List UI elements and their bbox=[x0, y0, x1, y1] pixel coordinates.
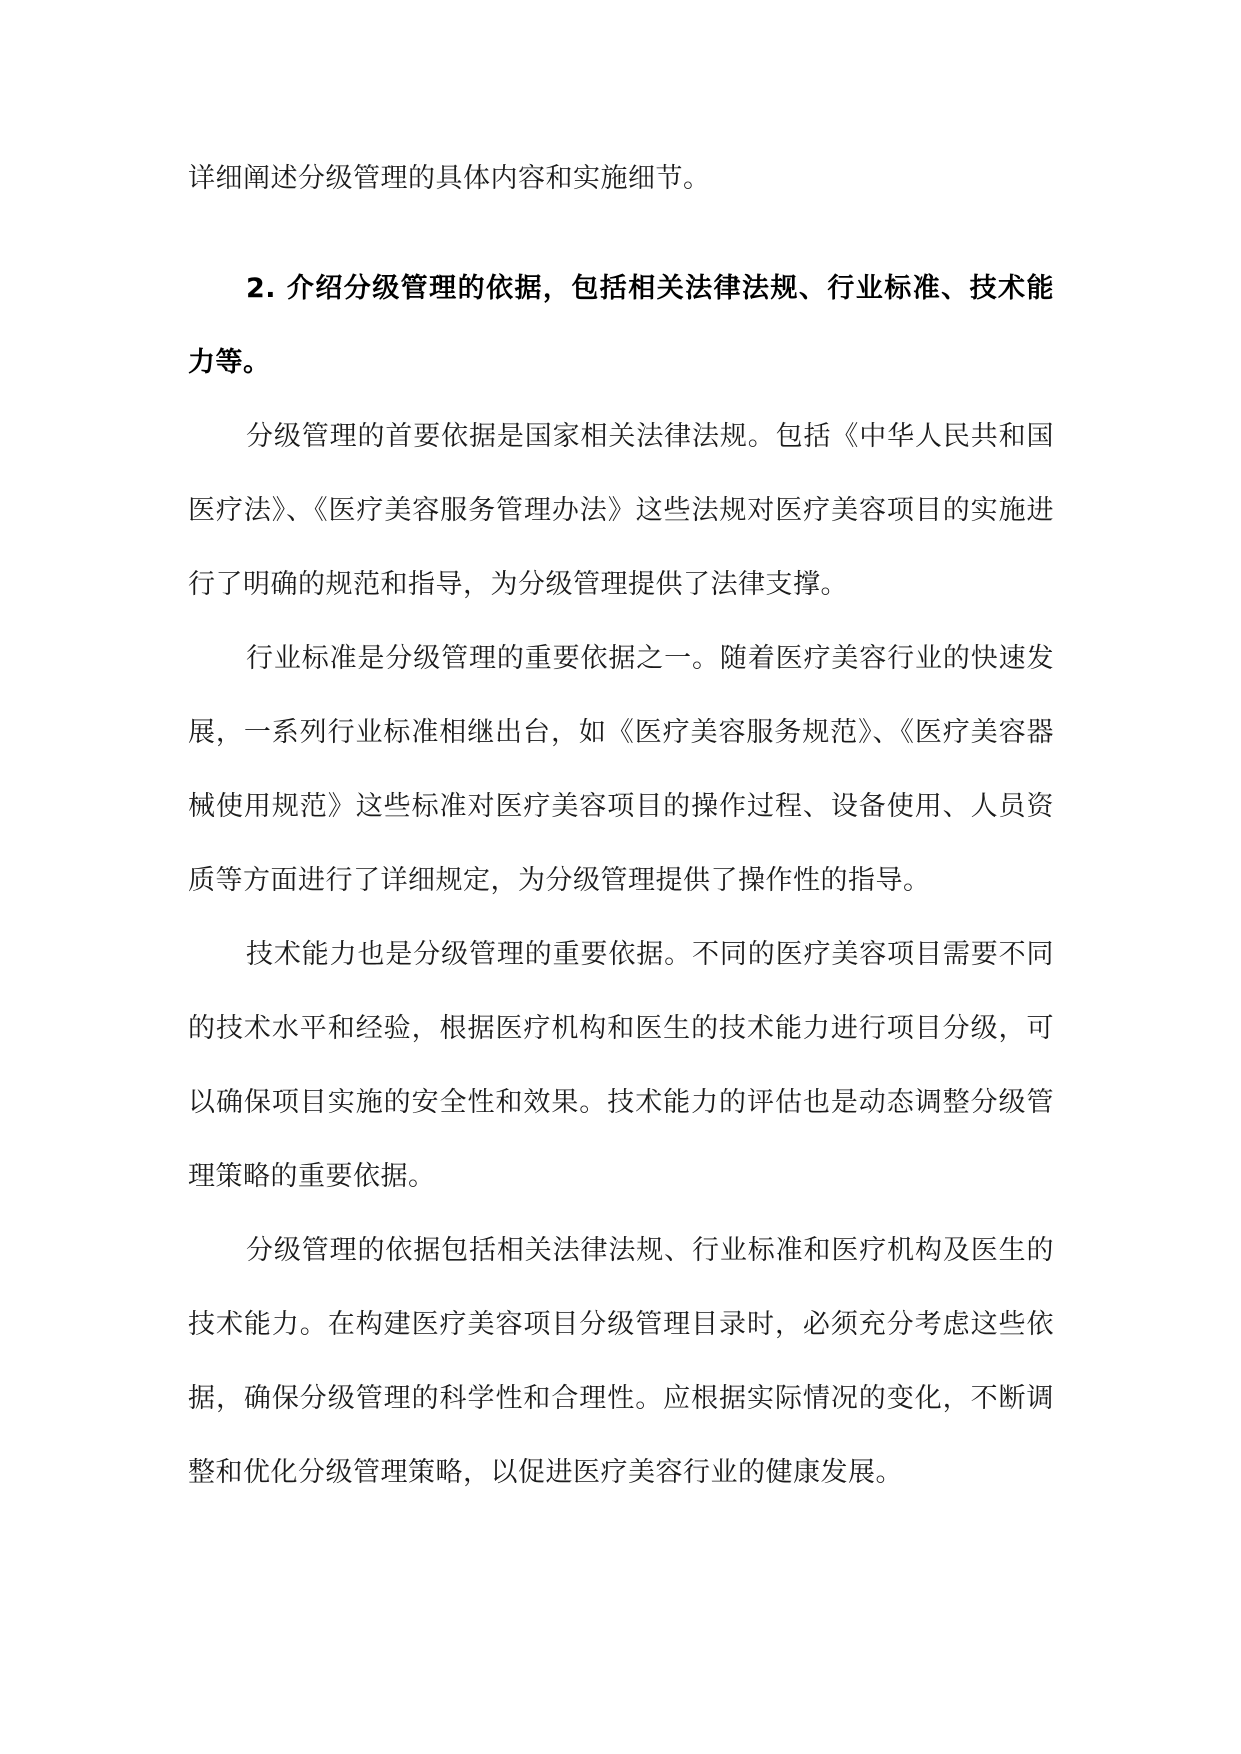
paragraph-laws: 分级管理的首要依据是国家相关法律法规。包括《中华人民共和国医疗法》、《医疗美容服务管理办法》这些法规对医疗美容项目的实施进行了明确的规范和指导，为分级管理提供了法律支撑。 bbox=[188, 421, 1054, 600]
section-heading: 2. 介绍分级管理的依据，包括相关法律法规、行业标准、技术能力等。 bbox=[188, 273, 1054, 378]
continuation-paragraph: 详细阐述分级管理的具体内容和实施细节。 bbox=[188, 163, 711, 194]
document-body bbox=[188, 142, 1054, 1510]
paragraph-industry-standards: 行业标准是分级管理的重要依据之一。随着医疗美容行业的快速发展，一系列行业标准相继出台，如《医疗美容服务规范》、《医疗美容器械使用规范》这些标准对医疗美容项目的操作过程、设备使用、人员资质等方面进行了详细规定，为分级管理提供了操作性的指导。 bbox=[188, 643, 1054, 896]
paragraph-technical-capability: 技术能力也是分级管理的重要依据。不同的医疗美容项目需要不同的技术水平和经验，根据医疗机构和医生的技术能力进行项目分级，可以确保项目实施的安全性和效果。技术能力的评估也是动态调整分级管理策略的重要依据。 bbox=[188, 939, 1054, 1192]
paragraph-summary: 分级管理的依据包括相关法律法规、行业标准和医疗机构及医生的技术能力。在构建医疗美容项目分级管理目录时，必须充分考虑这些依据，确保分级管理的科学性和合理性。应根据实际情况的变化，不断调整和优化分级管理策略，以促进医疗美容行业的健康发展。 bbox=[188, 1235, 1054, 1488]
